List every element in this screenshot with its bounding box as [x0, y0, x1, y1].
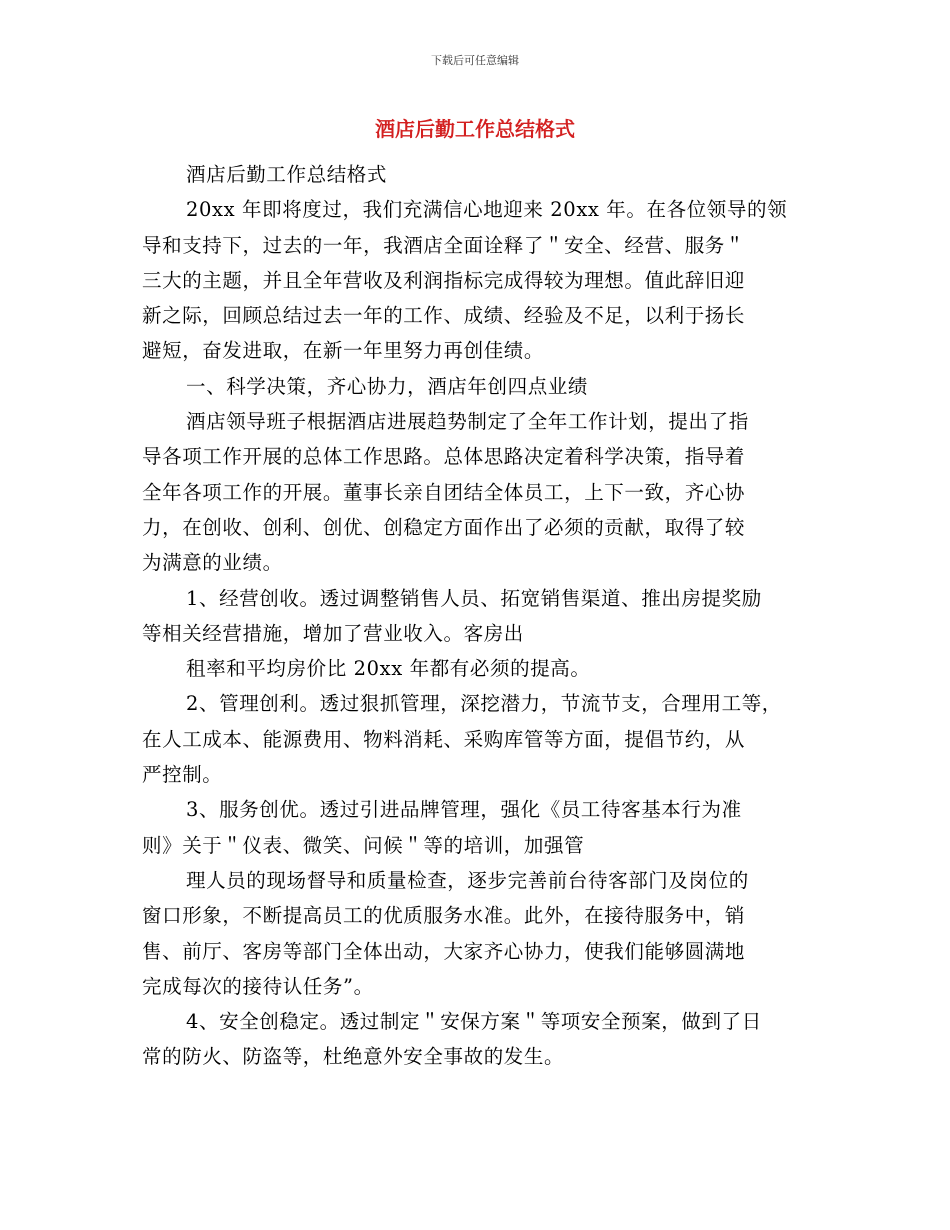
body-line-11: 力，在创收、创利、创优、创稳定方面作出了必须的贡献，取得了较 — [142, 515, 746, 539]
document-title: 酒店后勤工作总结格式 — [375, 117, 575, 141]
body-line-3: 导和支持下，过去的一年，我酒店全面诠释了＂安全、经营、服务＂ — [142, 233, 746, 257]
body-line-5: 新之际，回顾总结过去一年的工作、成绩、经验及不足，以利于扬长 — [142, 304, 746, 328]
item-2-line-2: 在人工成本、能源费用、物料消耗、采购库管等方面，提倡节约，从 — [142, 727, 746, 751]
body-line-10: 全年各项工作的开展。董事长亲自团结全体员工，上下一致，齐心协 — [142, 480, 746, 504]
body-line-6: 避短，奋发进取，在新一年里努力再创佳绩。 — [142, 339, 545, 363]
document-body — [142, 157, 817, 1075]
body-line-12: 为满意的业绩。 — [142, 551, 283, 575]
item-4-line-2: 常的防火、防盗等，杜绝意外安全事故的发生。 — [142, 1045, 565, 1069]
item-1-line-2: 等相关经营措施，增加了营业收入。客房出 — [142, 621, 524, 645]
page-header: 下载后可任意编辑 — [431, 54, 519, 67]
item-1-line-1: 1、经营创收。透过调整销售人员、拓宽销售渠道、推出房提奖励 — [186, 586, 762, 610]
item-3-line-5: 售、前厅、客房等部门全体出动，大家齐心协力，使我们能够圆满地 — [142, 939, 746, 963]
body-line-4: 三大的主题，并且全年营收及利润指标完成得较为理想。值此辞旧迎 — [142, 268, 746, 292]
item-1-line-3: 租率和平均房价比 20xx 年都有必须的提高。 — [186, 657, 591, 681]
body-line-1: 酒店后勤工作总结格式 — [186, 163, 388, 186]
item-3-line-3: 理人员的现场督导和质量检查，逐步完善前台待客部门及岗位的 — [186, 868, 749, 892]
body-line-2: 20xx 年即将度过，我们充满信心地迎来 20xx 年。在各位领导的领 — [186, 198, 788, 222]
item-3-line-6: 完成每次的接待认任务”。 — [142, 974, 374, 998]
section-heading: 一、科学决策，齐心协力，酒店年创四点业绩 — [186, 374, 589, 398]
item-3-line-1: 3、服务创优。透过引进品牌管理，强化《员工待客基本行为准 — [186, 798, 742, 822]
body-line-8: 酒店领导班子根据酒店进展趋势制定了全年工作计划，提出了指 — [186, 410, 749, 434]
item-3-line-2: 则》关于＂仪表、微笑、问候＂等的培训，加强管 — [142, 833, 585, 857]
item-2-line-3: 严控制。 — [142, 763, 223, 787]
item-3-line-4: 窗口形象，不断提高员工的优质服务水准。此外，在接待服务中，销 — [142, 904, 746, 928]
body-line-9: 导各项工作开展的总体工作思路。总体思路决定着科学决策，指导着 — [142, 445, 746, 469]
item-2-line-1: 2、管理创利。透过狠抓管理，深挖潜力，节流节支，合理用工等， — [186, 692, 782, 716]
item-4-line-1: 4、安全创稳定。透过制定＂安保方案＂等项安全预案，做到了日 — [186, 1010, 762, 1034]
